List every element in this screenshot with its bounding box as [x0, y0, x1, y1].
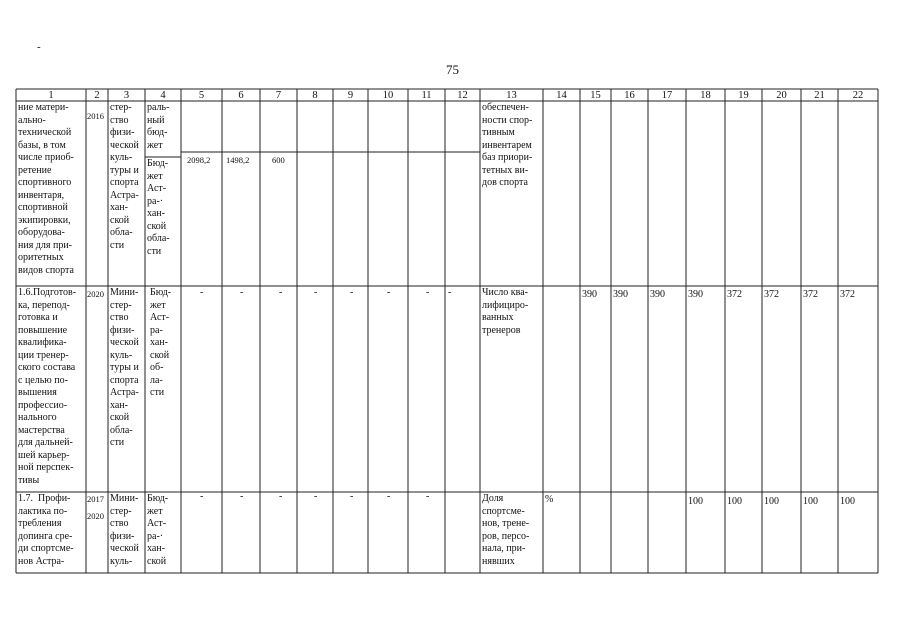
row1-source-regional: Бюд- жет Аст- ра-· хан- ской обла- сти: [147, 158, 170, 257]
row1-col7-value: 600: [272, 155, 285, 165]
header-cell-20: 20: [776, 90, 787, 101]
header-cell-3: 3: [123, 90, 130, 101]
row2-executor: Мини- стер- ство физи- ческой куль- туры и спорта Астра- хан- ской обла- сти: [110, 287, 139, 448]
header-cell-16: 16: [624, 90, 635, 101]
header-cell-17: 17: [661, 90, 673, 101]
row3-dash-6: -: [240, 491, 244, 502]
header-cell-6: 6: [238, 90, 244, 101]
row3-dash-5: -: [200, 491, 204, 502]
row1-col5-value: 2098,2: [187, 155, 211, 165]
header-cell-11: 11: [421, 90, 432, 101]
header-cell-9: 9: [347, 90, 354, 101]
row2-dash-7: -: [279, 287, 283, 298]
row3-val-22: 100: [840, 496, 855, 507]
header-cell-21: 21: [814, 90, 825, 101]
row3-val-20: 100: [764, 496, 779, 507]
row2-source: Бюд- жет Аст- ра- хан- ской об- ла- сти: [150, 287, 172, 398]
row1-year: 2016: [87, 111, 104, 121]
header-cell-22: 22: [852, 90, 864, 101]
row1-indicator: обеспечен- ности спор- тивным инвентарем баз приори- тетных ви- дов спорта: [482, 102, 533, 188]
row2-val-17: 390: [650, 289, 665, 300]
header-cell-5: 5: [198, 90, 205, 101]
row3-val-21: 100: [803, 496, 818, 507]
row3-year-end: 2020: [87, 511, 104, 521]
row3-year-start: 2017: [87, 494, 104, 504]
page-number: 75: [446, 62, 459, 77]
row2-year: 2020: [87, 289, 104, 299]
header-cell-19: 19: [738, 90, 749, 101]
row2-val-20: 372: [764, 289, 779, 300]
row3-dash-7: -: [279, 491, 283, 502]
row1-executor: стер- ство физи- ческой куль- туры и спорта Астра- хан- ской обла- сти: [110, 102, 139, 251]
header-cell-8: 8: [312, 90, 318, 101]
row2-indicator: Число ква- лифициро- ванных тренеров: [482, 287, 529, 336]
header-cell-13: 13: [506, 90, 517, 101]
row2-dash-12: -: [448, 287, 452, 298]
row3-unit: %: [545, 494, 554, 505]
row2-measure-name: 1.6.Подготов- ка, перепод- готовка и повышение квалифика- ции тренер- ского состава с целью по- вышения профессио- нального мастерства для дальней- шей карьер- ной перспек- тивы: [18, 287, 77, 486]
row2-val-21: 372: [803, 289, 818, 300]
header-cell-15: 15: [590, 90, 601, 101]
header-cell-14: 14: [556, 90, 567, 101]
row3-dash-8: -: [314, 491, 318, 502]
row3-source: Бюд- жет Аст- ра-· хан- ской: [147, 493, 169, 567]
row2-val-16: 390: [613, 289, 628, 300]
row1-source-federal: раль- ный бюд- жет: [147, 102, 170, 151]
row3-dash-10: -: [387, 491, 391, 502]
row2-val-22: 372: [840, 289, 855, 300]
row3-val-18: 100: [688, 496, 703, 507]
header-cell-4: 4: [160, 90, 166, 101]
row2-val-15: 390: [582, 289, 597, 300]
row2-dash-8: -: [314, 287, 318, 298]
row3-val-19: 100: [727, 496, 742, 507]
row2-dash-9: -: [350, 287, 354, 298]
row3-dash-11: -: [426, 491, 430, 502]
header-cell-12: 12: [457, 90, 468, 101]
header-cell-1: 1: [48, 90, 54, 101]
header-cell-2: 2: [94, 90, 100, 101]
row2-dash-10: -: [387, 287, 391, 298]
row3-measure-name: 1.7. Профи- лактика по- требления допинга сре- ди спортсме- нов Астра-: [18, 493, 74, 567]
row3-dash-9: -: [350, 491, 354, 502]
stray-dash: -: [37, 41, 41, 53]
row2-dash-6: -: [240, 287, 244, 298]
header-cell-18: 18: [700, 90, 711, 101]
row3-indicator: Доля спортсме- нов, трене- ров, персо- нала, при- нявших: [482, 493, 530, 567]
row2-dash-11: -: [426, 287, 430, 298]
row2-val-19: 372: [727, 289, 742, 300]
header-cell-10: 10: [382, 90, 394, 101]
row1-measure-name: ние матери- ально- технической базы, в том числе приоб- ретение спортивного инвентаря, спортивной экипировки, оборудова- ния для при- оритетных видов спорта: [18, 102, 74, 276]
row2-dash-5: -: [200, 287, 204, 298]
row2-val-18: 390: [688, 289, 703, 300]
row1-col6-value: 1498,2: [226, 155, 250, 165]
row3-executor: Мини- стер- ство физи- ческой куль-: [110, 493, 139, 567]
header-cell-7: 7: [275, 90, 282, 101]
